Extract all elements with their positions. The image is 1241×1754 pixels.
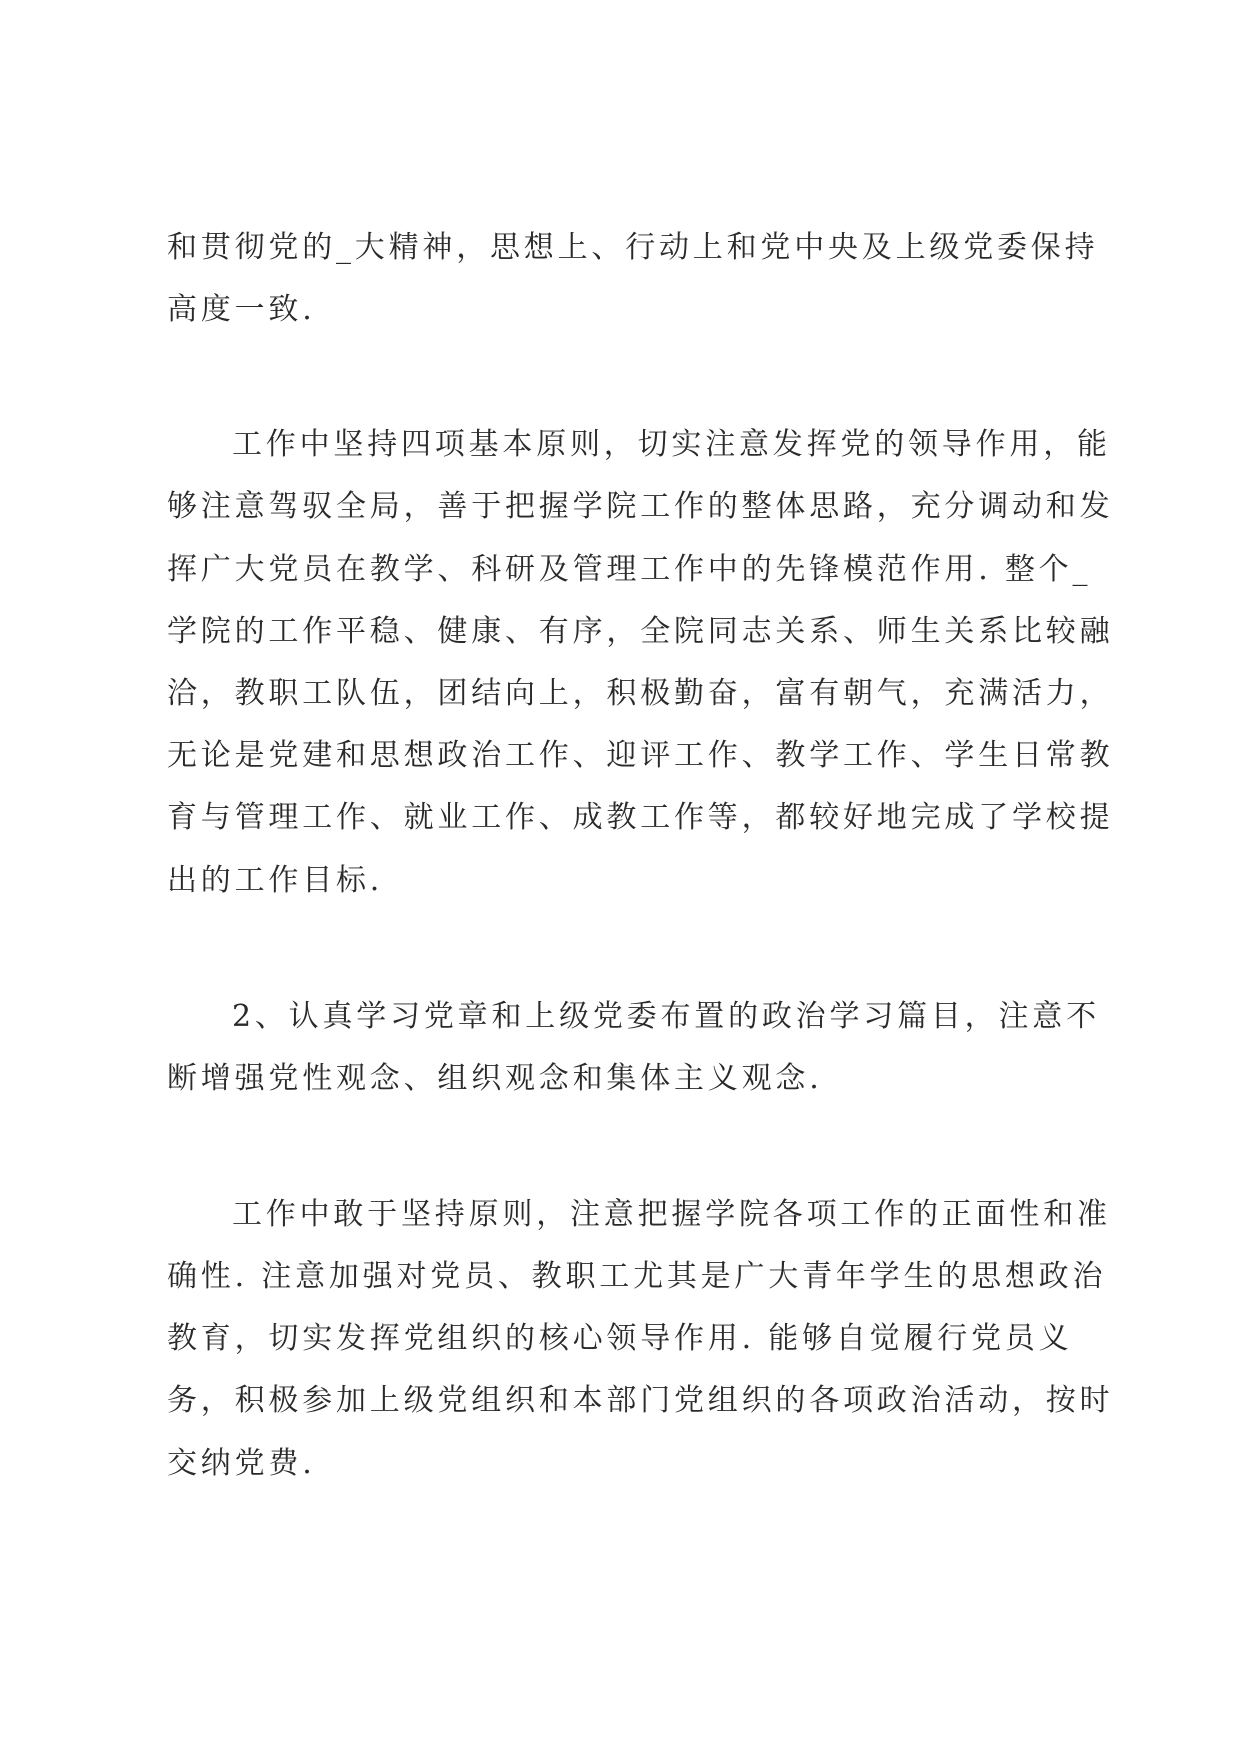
paragraph-4-line-2: 确性. 注意加强对党员、教职工尤其是广大青年学生的思想政治 <box>167 1259 1107 1294</box>
paragraph-4-line-5: 交纳党费. <box>167 1446 316 1481</box>
paragraph-2-line-8: 出的工作目标. <box>167 863 384 898</box>
paragraph-2-line-7: 育与管理工作、就业工作、成教工作等，都较好地完成了学校提 <box>167 800 1114 835</box>
paragraph-2-line-6: 无论是党建和思想政治工作、迎评工作、教学工作、学生日常教 <box>167 738 1114 773</box>
paragraph-2-line-3: 挥广大党员在教学、科研及管理工作中的先锋模范作用. 整个_ <box>167 552 1092 587</box>
paragraph-4-line-3: 教育，切实发挥党组织的核心领导作用. 能够自觉履行党员义 <box>167 1321 1073 1356</box>
paragraph-1-line-1: 和贯彻党的_大精神，思想上、行动上和党中央及上级党委保持 <box>167 230 1099 265</box>
paragraph-3-line-2: 断增强党性观念、组织观念和集体主义观念. <box>167 1061 823 1096</box>
paragraph-2-line-5: 洽，教职工队伍，团结向上，积极勤奋，富有朝气，充满活力， <box>167 676 1114 711</box>
paragraph-4-line-4: 务，积极参加上级党组织和本部门党组织的各项政治活动，按时 <box>167 1383 1114 1418</box>
paragraph-2-line-1: 工作中坚持四项基本原则，切实注意发挥党的领导作用，能 <box>232 427 1111 462</box>
paragraph-4-line-1: 工作中敢于坚持原则，注意把握学院各项工作的正面性和准 <box>232 1197 1111 1232</box>
paragraph-2-line-2: 够注意驾驭全局，善于把握学院工作的整体思路，充分调动和发 <box>167 489 1114 524</box>
paragraph-1-line-2: 高度一致. <box>167 292 316 327</box>
paragraph-3-line-1: 2、认真学习党章和上级党委布置的政治学习篇目，注意不 <box>232 999 1100 1034</box>
paragraph-2-line-4: 学院的工作平稳、健康、有序，全院同志关系、师生关系比较融 <box>167 614 1114 649</box>
